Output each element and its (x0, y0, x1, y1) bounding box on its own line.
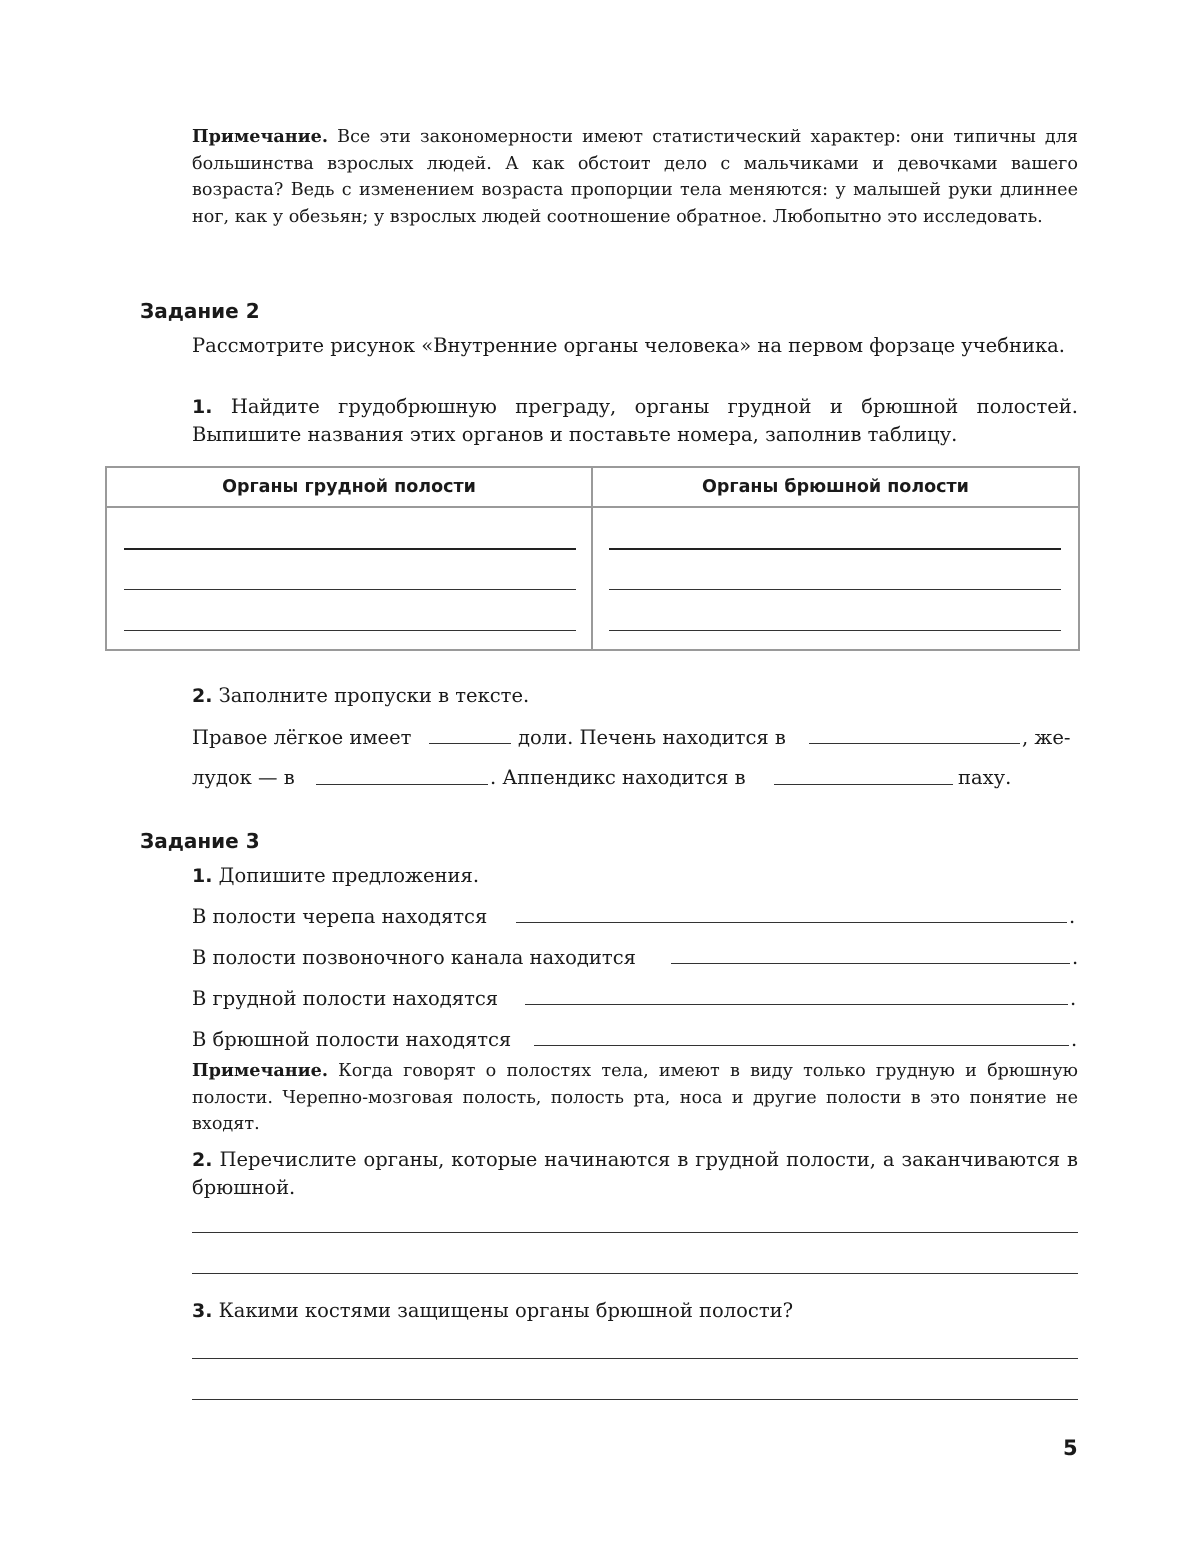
question-text: Перечислите органы, которые начинаются в грудной полости, а заканчиваются в брюшной. (192, 1148, 1079, 1199)
answer-line[interactable] (609, 630, 1061, 631)
note-text: Когда говорят о полостях тела, имеют в виду только грудную и брюшную полости. Черепно-мозговая полость, полость рта, носа и другие полости в это понятие не входят. (192, 1061, 1078, 1134)
sentence-skull-cavity: В полости черепа находятся (192, 905, 488, 928)
task-3-question-1 (192, 862, 479, 890)
sentence-chest-cavity: В грудной полости находятся (192, 987, 499, 1010)
sentence-spinal-canal: В полости позвоночного канала находится (192, 946, 636, 969)
answer-line[interactable] (192, 1399, 1078, 1400)
note-label: Примечание. (192, 126, 328, 147)
blank-appendix-location[interactable] (774, 784, 953, 785)
fill-sentence-2-part-c: паху. (958, 766, 1012, 789)
fill-sentence-1-part-b: доли. Печень находится в (518, 726, 786, 749)
question-number: 2. (192, 685, 213, 707)
sentence-period: . (1070, 987, 1077, 1010)
sentence-period: . (1071, 1028, 1078, 1051)
task-3-question-3 (192, 1297, 793, 1325)
answer-line[interactable] (609, 548, 1061, 550)
fill-sentence-1-part-a: Правое лёгкое имеет (192, 726, 412, 749)
answer-line[interactable] (609, 589, 1061, 590)
fill-sentence-2-part-b: . Аппендикс находится в (490, 766, 746, 789)
page-number: 5 (1063, 1436, 1078, 1460)
answer-line[interactable] (124, 548, 576, 550)
answer-line[interactable] (192, 1273, 1078, 1274)
note-text: Все эти закономерности имеют статистический характер: они типичны для большинства взрослых людей. А как обстоит дело с мальчиками и девочками вашего возраста? Ведь с изменением возраста пропорции тела меняются: у малышей руки длиннее ног, как у обезьян; у взрослых людей соотношение обратное. Любопытно это исследовать. (192, 127, 1078, 227)
task-2-question-2 (192, 682, 529, 710)
question-text: Заполните пропуски в тексте. (218, 684, 530, 707)
table-header-cell (592, 467, 1079, 507)
table-header-cell (106, 467, 592, 507)
answer-line[interactable] (124, 589, 576, 590)
question-text: Допишите предложения. (218, 864, 480, 887)
sentence-abdominal-cavity: В брюшной полости находятся (192, 1028, 512, 1051)
blank-stomach-location[interactable] (316, 784, 488, 785)
fill-sentence-1-part-c: , же- (1022, 726, 1071, 749)
question-text: Найдите грудобрюшную преграду, органы грудной и брюшной полостей. Выпишите названия этих органов и поставьте номера, заполнив таблицу. (192, 395, 1078, 446)
answer-line[interactable] (192, 1232, 1078, 1233)
task-2-intro: Рассмотрите рисунок «Внутренние органы человека» на первом форзаце учебника. (192, 334, 1065, 357)
question-number: 3. (192, 1300, 213, 1322)
blank-chest-cavity[interactable] (525, 1004, 1068, 1005)
sentence-period: . (1072, 946, 1079, 969)
organs-table (105, 466, 1080, 651)
abdominal-organs-cell (592, 507, 1079, 650)
task-3-heading: Задание 3 (140, 829, 260, 853)
note-paragraph (192, 124, 1078, 230)
note-paragraph (192, 1058, 1078, 1138)
question-number: 1. (192, 865, 213, 887)
col-abdominal-organs: Органы брюшной полости (702, 477, 969, 497)
sentence-period: . (1069, 905, 1076, 928)
task-2-question-1 (192, 393, 1078, 448)
blank-lungs-lobes[interactable] (429, 743, 511, 744)
answer-line[interactable] (192, 1358, 1078, 1359)
table-header-row (106, 467, 1079, 507)
blank-spinal-canal[interactable] (671, 963, 1070, 964)
question-text: Какими костями защищены органы брюшной полости? (218, 1299, 794, 1322)
fill-sentence-2-part-a: лудок — в (192, 766, 295, 789)
table-body-row (106, 507, 1079, 650)
note-label: Примечание. (192, 1060, 328, 1081)
chest-organs-cell (106, 507, 592, 650)
task-2-heading: Задание 2 (140, 299, 260, 323)
question-number: 1. (192, 396, 213, 418)
blank-skull-cavity[interactable] (516, 922, 1067, 923)
question-number: 2. (192, 1149, 213, 1171)
task-3-question-2 (192, 1146, 1078, 1201)
blank-liver-location[interactable] (809, 743, 1020, 744)
col-chest-organs: Органы грудной полости (222, 477, 476, 497)
answer-line[interactable] (124, 630, 576, 631)
blank-abdominal-cavity[interactable] (534, 1045, 1069, 1046)
